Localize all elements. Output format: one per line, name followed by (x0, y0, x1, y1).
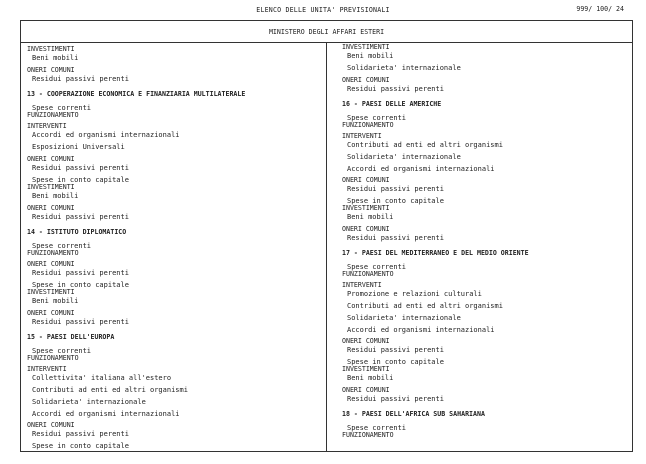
line-item: Residui passivi perenti (32, 430, 129, 438)
line-item: Beni mobili (347, 374, 394, 382)
category-label: ONERI COMUNI (27, 260, 75, 268)
category-label: INTERVENTI (27, 365, 67, 373)
line-item: Beni mobili (347, 52, 394, 60)
line-item: Residui passivi perenti (32, 213, 129, 221)
category-label: INVESTIMENTI (27, 288, 75, 296)
category-label: ONERI COMUNI (27, 66, 75, 74)
category-label: FUNZIONAMENTO (342, 431, 394, 439)
line-item: Beni mobili (32, 192, 79, 200)
line-item: Accordi ed organismi internazionali (347, 165, 495, 173)
line-item: Beni mobili (32, 297, 79, 305)
line-item: Residui passivi perenti (347, 395, 444, 403)
line-item: Spese correnti (347, 114, 407, 122)
line-item: Esposizioni Universali (32, 143, 125, 151)
category-label: ONERI COMUNI (27, 309, 75, 317)
category-label: ONERI COMUNI (342, 76, 390, 84)
line-item: Spese correnti (32, 242, 92, 250)
line-item: Spese correnti (32, 104, 92, 112)
section-heading: 17 - PAESI DEL MEDITERRANEO E DEL MEDIO ORIENTE (342, 249, 529, 257)
line-item: Beni mobili (347, 213, 394, 221)
category-label: INTERVENTI (342, 281, 382, 289)
line-item: Contributi ad enti ed altri organismi (347, 302, 503, 310)
category-label: FUNZIONAMENTO (342, 270, 394, 278)
line-item: Residui passivi perenti (32, 269, 129, 277)
line-item: Spese in conto capitale (32, 176, 129, 184)
line-item: Solidarieta' internazionale (347, 314, 461, 322)
category-label: FUNZIONAMENTO (27, 249, 79, 257)
line-item: Spese correnti (347, 424, 407, 432)
line-item: Collettivita' italiana all'estero (32, 374, 172, 382)
category-label: ONERI COMUNI (342, 386, 390, 394)
column-divider (326, 43, 327, 452)
ministry-heading: MINISTERO DEGLI AFFARI ESTERI (21, 21, 632, 43)
line-item: Spese correnti (32, 347, 92, 355)
category-label: ONERI COMUNI (342, 225, 390, 233)
line-item: Spese in conto capitale (347, 358, 444, 366)
line-item: Residui passivi perenti (32, 164, 129, 172)
line-item: Residui passivi perenti (32, 75, 129, 83)
report-frame (20, 20, 633, 452)
category-label: INVESTIMENTI (342, 204, 390, 212)
line-item: Solidarieta' internazionale (347, 64, 461, 72)
category-label: INVESTIMENTI (27, 45, 75, 53)
category-label: FUNZIONAMENTO (27, 111, 79, 119)
line-item: Accordi ed organismi internazionali (32, 131, 180, 139)
line-item: Residui passivi perenti (347, 185, 444, 193)
line-item: Spese in conto capitale (32, 442, 129, 450)
report-title: ELENCO DELLE UNITA' PREVISIONALI (256, 6, 390, 14)
category-label: ONERI COMUNI (27, 421, 75, 429)
category-label: ONERI COMUNI (342, 337, 390, 345)
line-item: Contributi ad enti ed altri organismi (32, 386, 188, 394)
section-heading: 18 - PAESI DELL'AFRICA SUB SAHARIANA (342, 410, 485, 418)
line-item: Solidarieta' internazionale (32, 398, 146, 406)
line-item: Residui passivi perenti (347, 234, 444, 242)
category-label: ONERI COMUNI (27, 155, 75, 163)
category-label: FUNZIONAMENTO (342, 121, 394, 129)
line-item: Residui passivi perenti (347, 85, 444, 93)
section-heading: 13 - COOPERAZIONE ECONOMICA E FINANZIARIA MULTILATERALE (27, 90, 246, 98)
category-label: INVESTIMENTI (27, 183, 75, 191)
line-item: Accordi ed organismi internazionali (347, 326, 495, 334)
line-item: Spese in conto capitale (347, 197, 444, 205)
line-item: Beni mobili (32, 54, 79, 62)
category-label: FUNZIONAMENTO (27, 354, 79, 362)
line-item: Promozione e relazioni culturali (347, 290, 482, 298)
section-heading: 15 - PAESI DELL'EUROPA (27, 333, 115, 341)
line-item: Contributi ad enti ed altri organismi (347, 141, 503, 149)
line-item: Spese in conto capitale (32, 281, 129, 289)
category-label: INVESTIMENTI (342, 365, 390, 373)
line-item: Spese correnti (347, 263, 407, 271)
line-item: Solidarieta' internazionale (347, 153, 461, 161)
section-heading: 16 - PAESI DELLE AMERICHE (342, 100, 442, 108)
line-item: Residui passivi perenti (32, 318, 129, 326)
section-heading: 14 - ISTITUTO DIPLOMATICO (27, 228, 127, 236)
line-item: Accordi ed organismi internazionali (32, 410, 180, 418)
category-label: INVESTIMENTI (342, 43, 390, 51)
page-number: 999/ 100/ 24 (576, 5, 624, 13)
category-label: INTERVENTI (27, 122, 67, 130)
category-label: INTERVENTI (342, 132, 382, 140)
line-item: Residui passivi perenti (347, 346, 444, 354)
category-label: ONERI COMUNI (27, 204, 75, 212)
category-label: ONERI COMUNI (342, 176, 390, 184)
